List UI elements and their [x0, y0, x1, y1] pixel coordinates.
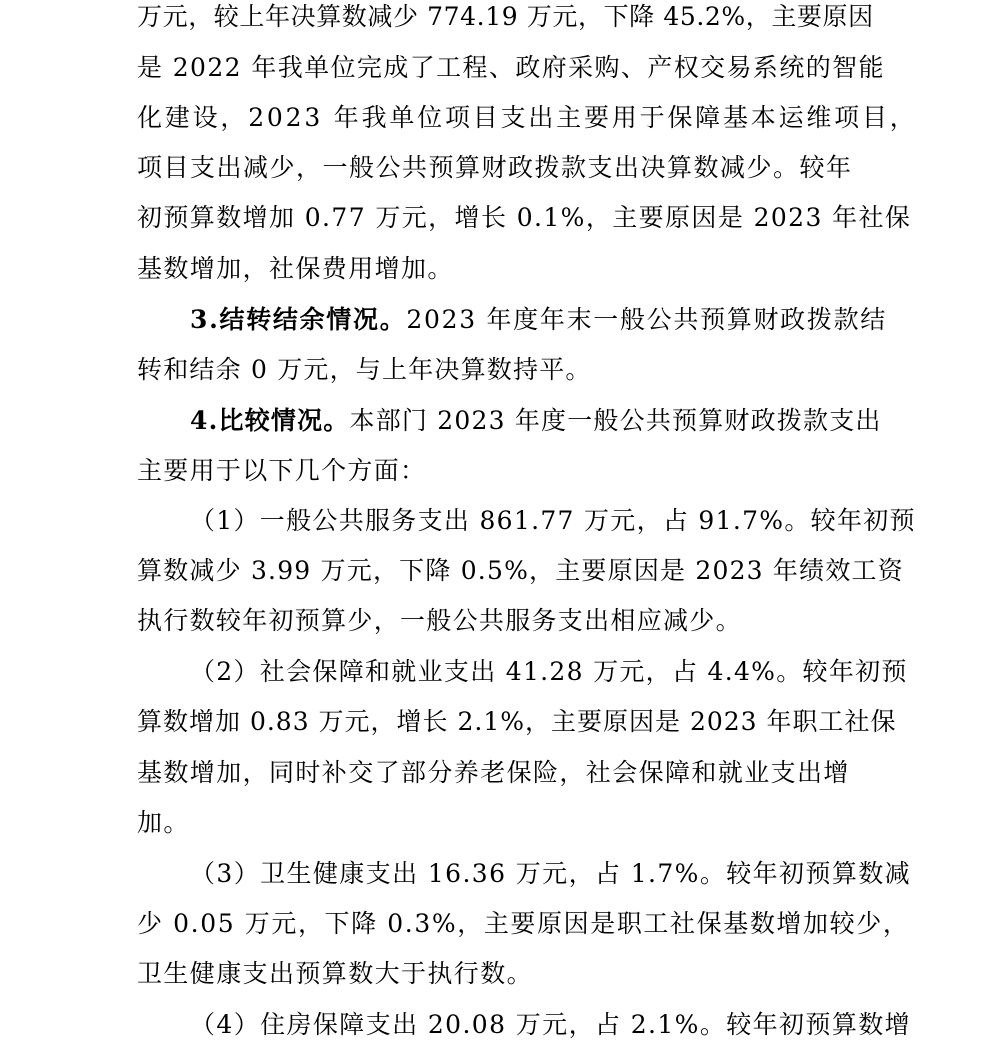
section-4-heading: 4.比较情况。 [190, 406, 350, 435]
item-3-line-3: 卫生健康支出预算数大于执行数。 [137, 959, 534, 988]
text-line-3: 化建设，2023 年我单位项目支出主要用于保障基本运维项目， [137, 103, 918, 132]
text-line-4: 项目支出减少，一般公共预算财政拨款支出决算数减少。较年 [137, 153, 853, 182]
item-2-line-3: 基数增加，同时补交了部分养老保险，社会保障和就业支出增 [137, 758, 850, 787]
item-2-line-1: （2）社会保障和就业支出 41.28 万元，占 4.4%。较年初预 [190, 657, 908, 686]
text-line-1: 万元，较上年决算数减少 774.19 万元，下降 45.2%，主要原因 [137, 2, 874, 31]
item-2-line-4: 加。 [137, 808, 190, 837]
item-1-line-2: 算数减少 3.99 万元，下降 0.5%，主要原因是 2023 年绩效工资 [137, 556, 904, 585]
section-4-line [190, 408, 882, 433]
item-1-line-1: （1）一般公共服务支出 861.77 万元，占 91.7%。较年初预 [190, 506, 916, 535]
item-2-line-2: 算数增加 0.83 万元，增长 2.1%，主要原因是 2023 年职工社保 [137, 707, 897, 736]
section-3-line [190, 307, 887, 332]
section-3-text: 2023 年度年末一般公共预算财政拨款结 [406, 305, 887, 334]
item-3-line-2: 少 0.05 万元，下降 0.3%，主要原因是职工社保基数增加较少， [137, 909, 910, 938]
item-1-line-3: 执行数较年初预算少，一般公共服务支出相应减少。 [137, 606, 742, 635]
section-4-text: 本部门 2023 年度一般公共预算财政拨款支出 [349, 406, 882, 435]
item-4-line-1: （4）住房保障支出 20.08 万元，占 2.1%。较年初预算数增 [190, 1010, 912, 1039]
section-3-heading: 3.结转结余情况。 [190, 305, 407, 334]
text-line-5: 初预算数增加 0.77 万元，增长 0.1%，主要原因是 2023 年社保 [137, 203, 912, 232]
text-line-6: 基数增加，社保费用增加。 [137, 254, 454, 283]
text-line-10: 主要用于以下几个方面： [137, 456, 427, 485]
item-3-line-1: （3）卫生健康支出 16.36 万元，占 1.7%。较年初预算数减 [190, 859, 912, 888]
text-line-8: 转和结余 0 万元，与上年决算数持平。 [137, 355, 592, 384]
text-line-2: 是 2022 年我单位完成了工程、政府采购、产权交易系统的智能 [137, 53, 885, 82]
